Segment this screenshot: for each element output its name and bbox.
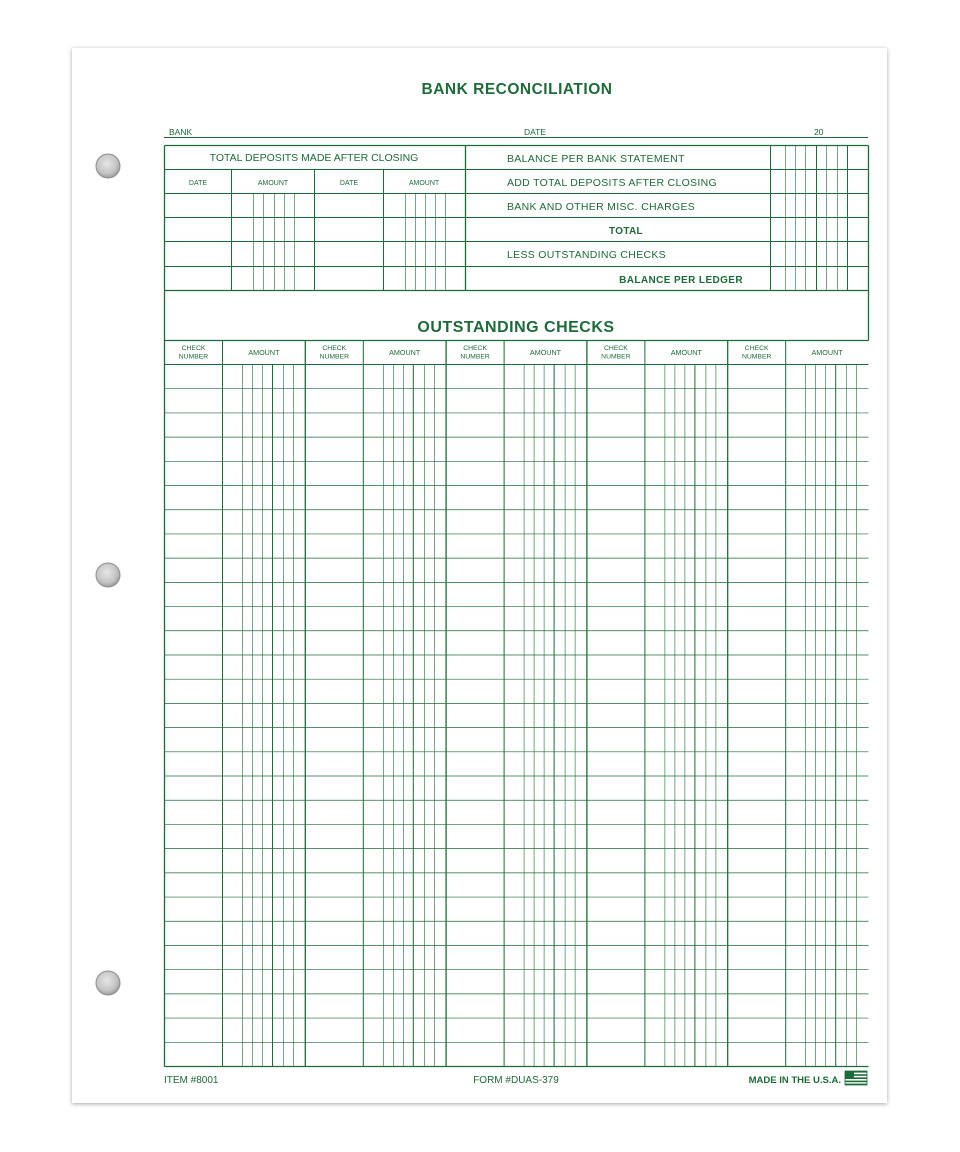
check-amount-header: AMOUNT: [529, 348, 562, 357]
check-number-header-line1: CHECK: [604, 345, 628, 352]
deposits-col-amount-1: AMOUNT: [257, 180, 289, 187]
footer-item: ITEM #8001: [164, 1075, 219, 1086]
date-label: DATE: [524, 127, 547, 137]
deposits-col-date-2: DATE: [339, 180, 359, 187]
check-amount-header: AMOUNT: [811, 348, 843, 357]
summary-line-misc-charges: BANK AND OTHER MISC. CHARGES: [507, 201, 696, 213]
summary-line-total: TOTAL: [609, 226, 643, 237]
check-number-header-line1: CHECK: [463, 345, 487, 352]
check-amount-header: AMOUNT: [389, 348, 421, 357]
footer-made-in: MADE IN THE U.S.A.: [748, 1075, 841, 1086]
punch-hole-top: [96, 154, 120, 178]
year-prefix: 20: [814, 127, 824, 137]
punch-hole-middle: [96, 563, 120, 587]
check-number-header-line2: NUMBER: [178, 353, 209, 361]
us-flag-icon: [845, 1071, 867, 1085]
check-number-header-line2: NUMBER: [319, 353, 350, 361]
paper: [72, 48, 887, 1103]
punch-hole-bottom: [96, 971, 120, 995]
bank-date-rule: [164, 137, 868, 138]
check-amount-header: AMOUNT: [670, 348, 702, 357]
check-number-header-line2: NUMBER: [601, 353, 631, 361]
summary-line-less-outstanding: LESS OUTSTANDING CHECKS: [507, 249, 666, 261]
check-number-header-line2: NUMBER: [741, 353, 772, 361]
summary-line-balance-per-ledger: BALANCE PER LEDGER: [619, 275, 743, 286]
form-title: BANK RECONCILIATION: [421, 81, 613, 98]
summary-line-balance-per-bank: BALANCE PER BANK STATEMENT: [507, 153, 685, 165]
check-number-header-line1: CHECK: [181, 345, 206, 352]
summary-line-add-deposits: ADD TOTAL DEPOSITS AFTER CLOSING: [507, 177, 717, 189]
deposits-col-date-1: DATE: [188, 180, 208, 187]
check-number-header-line1: CHECK: [744, 345, 769, 352]
check-number-header-line1: CHECK: [322, 345, 347, 352]
bank-label: BANK: [169, 127, 193, 137]
deposits-header: TOTAL DEPOSITS MADE AFTER CLOSING: [209, 152, 419, 164]
deposits-col-amount-2: AMOUNT: [408, 180, 440, 187]
check-number-header-line2: NUMBER: [460, 353, 490, 361]
check-amount-header: AMOUNT: [248, 348, 280, 357]
outstanding-checks-title: OUTSTANDING CHECKS: [417, 319, 615, 336]
footer-form-number: FORM #DUAS-379: [473, 1075, 559, 1086]
